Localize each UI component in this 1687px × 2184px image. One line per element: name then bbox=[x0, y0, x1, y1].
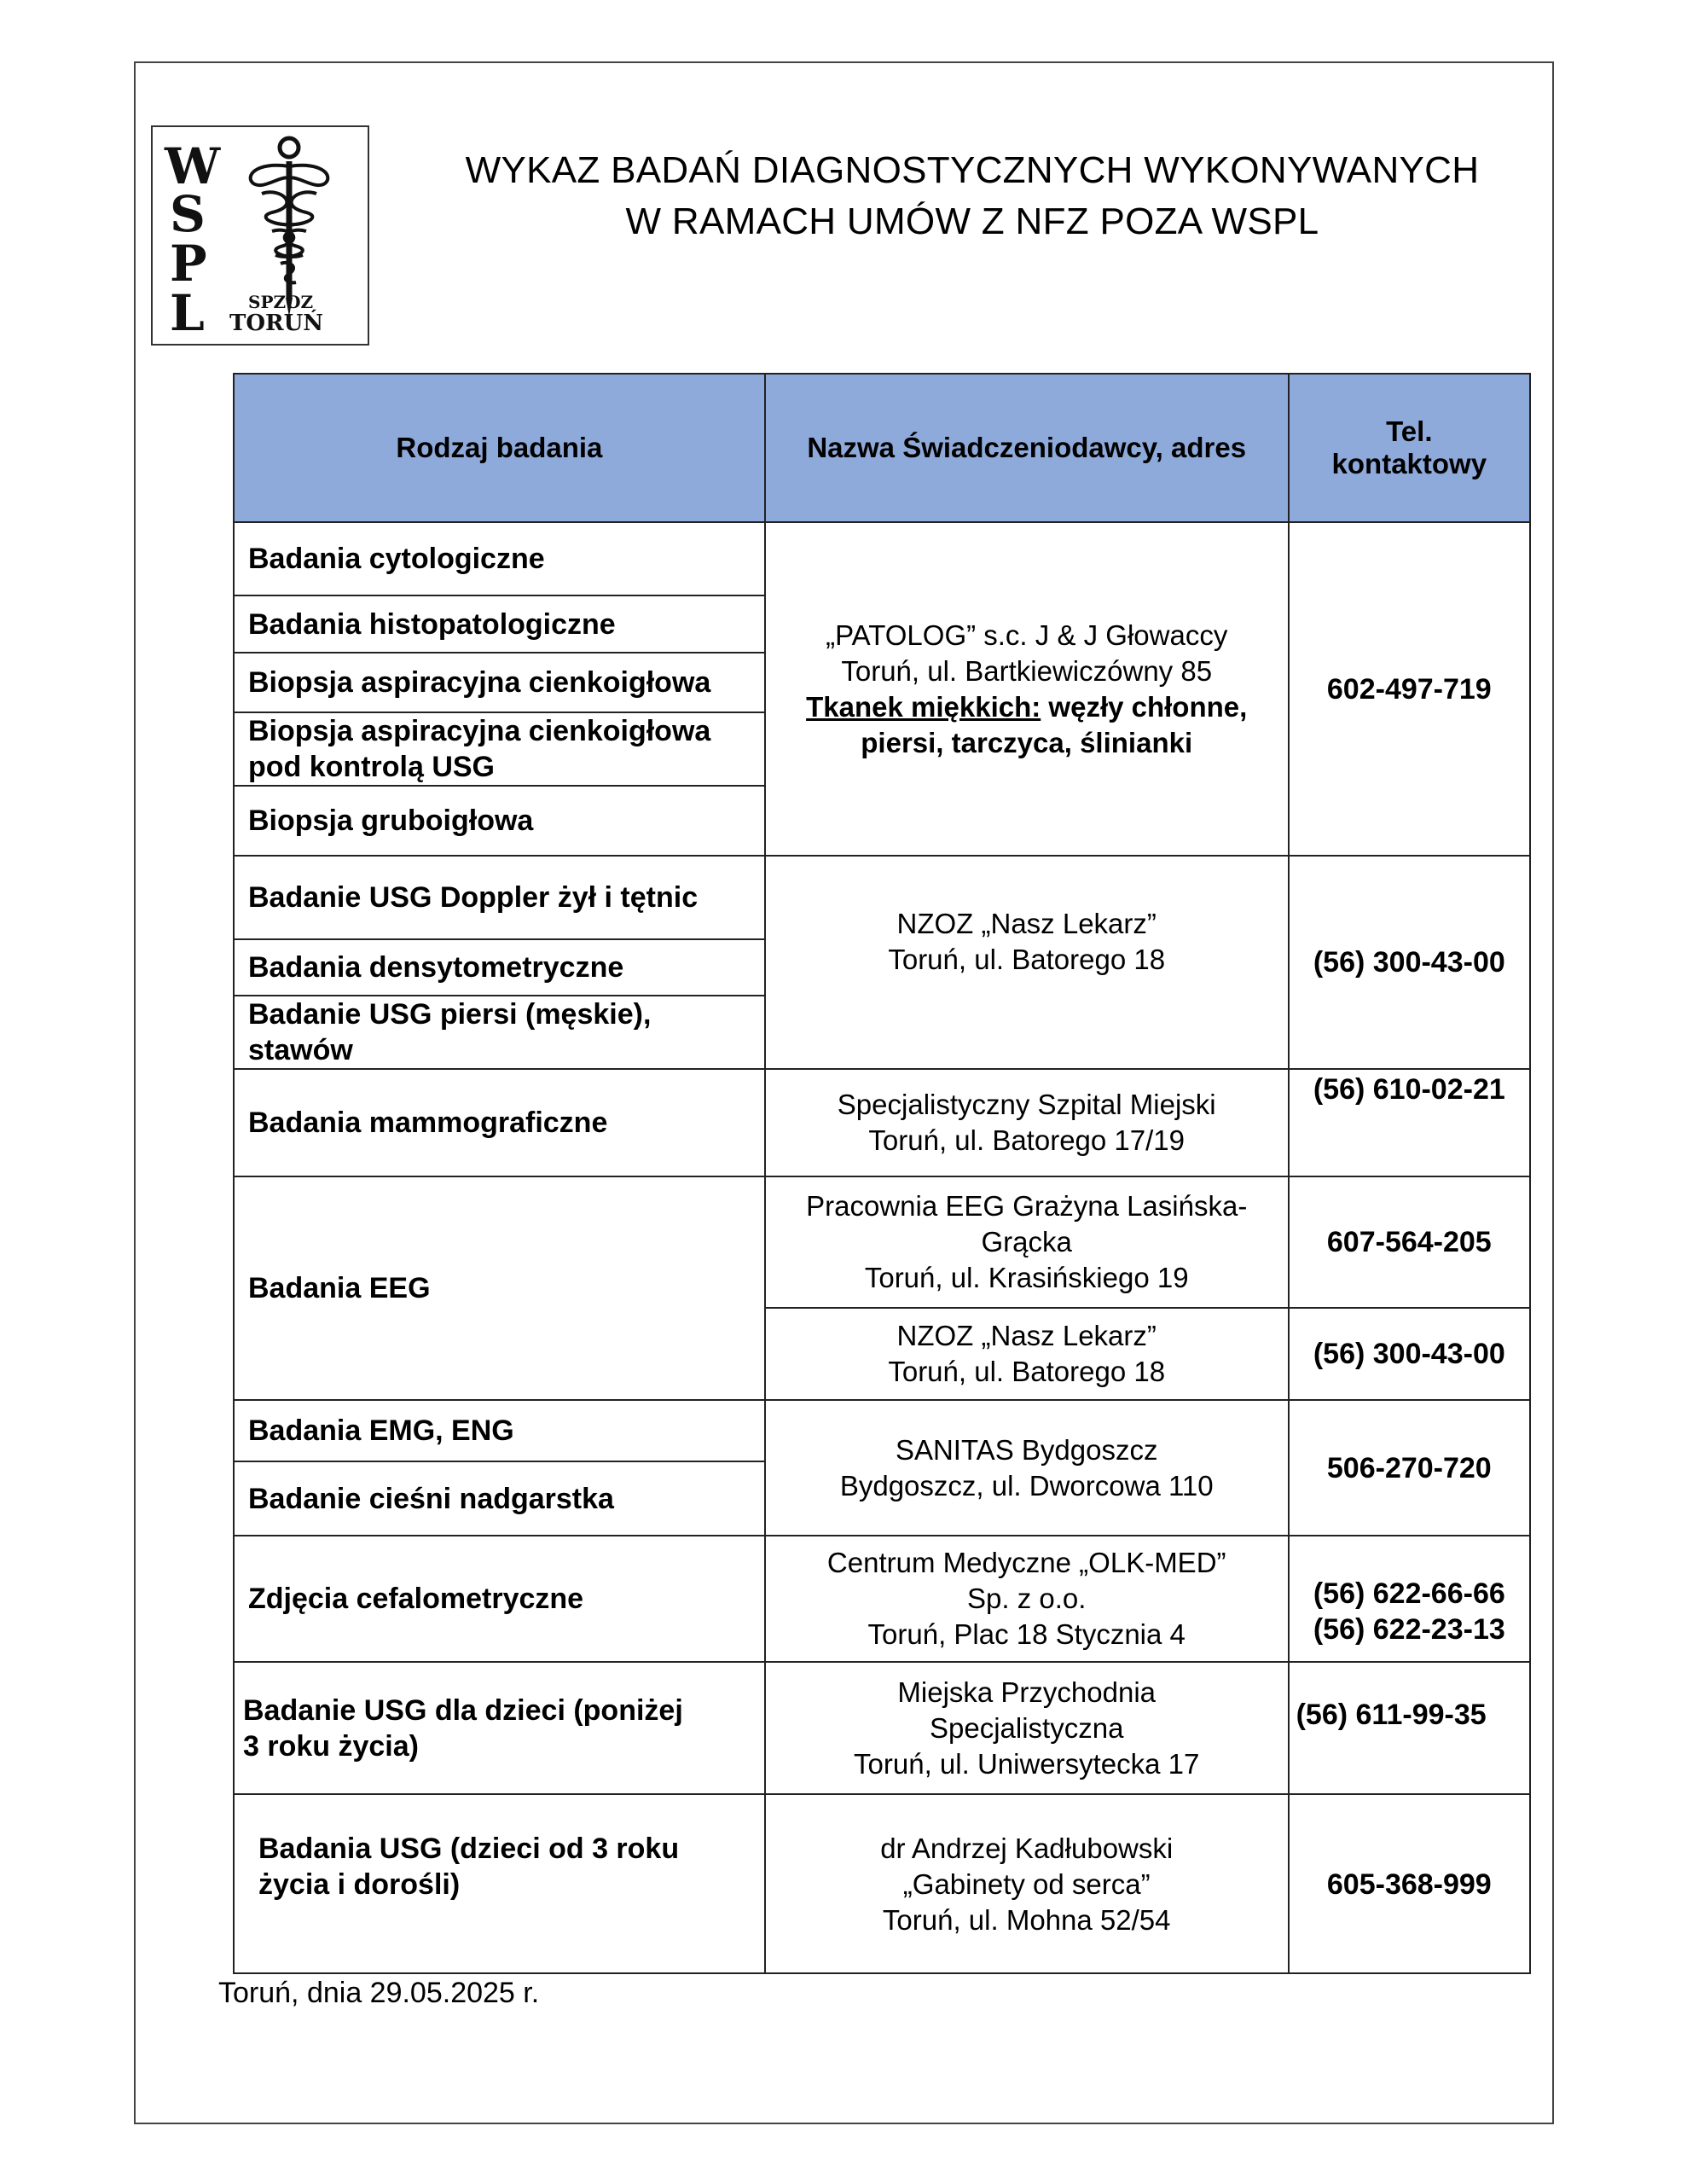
exam-cell: Badania mammograficzne bbox=[234, 1069, 765, 1176]
logo-letter-w: W bbox=[165, 137, 221, 195]
tel-cell: 607-564-205 bbox=[1289, 1176, 1530, 1308]
caduceus-logo-icon bbox=[153, 127, 368, 344]
tel-cell: (56) 610-02-21 bbox=[1289, 1069, 1530, 1176]
header-exam: Rodzaj badania bbox=[234, 374, 765, 522]
tel-cell: 605-368-999 bbox=[1289, 1794, 1530, 1973]
provider-address: Toruń, ul. Krasińskiego 19 bbox=[864, 1262, 1189, 1293]
provider-address: Toruń, ul. Bartkiewiczówny 85 bbox=[841, 654, 1213, 687]
table-row bbox=[234, 1176, 1530, 1308]
exam-cell bbox=[234, 1662, 765, 1794]
exam-cell: Biopsja gruboigłowa bbox=[234, 786, 765, 856]
header-tel-line-2: kontaktowy bbox=[1331, 448, 1487, 479]
exam-cell bbox=[234, 712, 765, 786]
provider-note-line-2: piersi, tarczyca, ślinianki bbox=[861, 726, 1193, 758]
exam-cell: Badania histopatologiczne bbox=[234, 595, 765, 653]
provider-name-line-1: Miejska Przychodnia bbox=[897, 1676, 1157, 1708]
exam-line-2: pod kontrolą USG bbox=[248, 751, 495, 783]
logo-org: SPZOZ bbox=[248, 292, 314, 312]
provider-name: SANITAS Bydgoszcz bbox=[895, 1433, 1158, 1466]
exam-line-1: Badanie USG piersi (męskie), bbox=[248, 998, 652, 1031]
provider-address: Bydgoszcz, ul. Dworcowa 110 bbox=[839, 1469, 1214, 1502]
provider-note bbox=[766, 689, 1288, 725]
footer-date: Toruń, dnia 29.05.2025 r. bbox=[218, 1977, 540, 2009]
tel-cell: 602-497-719 bbox=[1289, 522, 1530, 856]
provider-name-line-2: „Gabinety od serca” bbox=[902, 1868, 1151, 1900]
exam-line-1: Biopsja aspiracyjna cienkoigłowa bbox=[248, 715, 711, 747]
tel-cell: (56) 300-43-00 bbox=[1289, 856, 1530, 1069]
provider-name: NZOZ „Nasz Lekarz” bbox=[896, 1320, 1157, 1351]
logo-letter-s: S bbox=[170, 185, 206, 243]
exam-line-1: Badanie USG dla dzieci (poniżej bbox=[243, 1693, 683, 1727]
header-tel bbox=[1289, 374, 1530, 522]
logo-letter-p: P bbox=[170, 235, 207, 293]
table-row bbox=[234, 1794, 1530, 1973]
exam-cell: Badanie cieśni nadgarstka bbox=[234, 1461, 765, 1536]
logo-letter-l: L bbox=[170, 284, 205, 342]
table-row bbox=[234, 1069, 1530, 1176]
tel-cell: 506-270-720 bbox=[1289, 1400, 1530, 1536]
provider-address: Toruń, ul. Uniwersytecka 17 bbox=[854, 1747, 1200, 1780]
table-row bbox=[234, 856, 1530, 939]
provider-name-line-2: Sp. z o.o. bbox=[967, 1583, 1087, 1614]
exam-cell: Badania densytometryczne bbox=[234, 939, 765, 996]
provider-address: Toruń, ul. Batorego 18 bbox=[888, 1356, 1166, 1387]
exam-cell: Biopsja aspiracyjna cienkoigłowa bbox=[234, 653, 765, 712]
logo-city: TORUŃ bbox=[229, 311, 324, 336]
table-row bbox=[234, 1536, 1530, 1662]
provider-cell bbox=[765, 522, 1289, 856]
header-tel-line-1: Tel. bbox=[1386, 415, 1433, 447]
provider-address: Toruń, ul. Mohna 52/54 bbox=[882, 1904, 1171, 1936]
provider-name: „PATOLOG” s.c. J & J Głowaccy bbox=[826, 619, 1228, 651]
exam-line-2: stawów bbox=[248, 1034, 353, 1066]
table-row bbox=[234, 1662, 1530, 1794]
provider-note-rest: węzły chłonne, bbox=[1041, 690, 1248, 723]
provider-cell bbox=[765, 856, 1289, 1069]
page-title bbox=[392, 145, 1552, 247]
provider-cell bbox=[765, 1662, 1289, 1794]
tel-cell: (56) 300-43-00 bbox=[1289, 1308, 1530, 1400]
provider-cell bbox=[765, 1069, 1289, 1176]
tel-cell bbox=[1289, 1536, 1530, 1662]
exam-cell bbox=[234, 1794, 765, 1973]
table-row bbox=[234, 1400, 1530, 1461]
title-line-2: W RAMACH UMÓW Z NFZ POZA WSPL bbox=[625, 200, 1319, 242]
provider-cell bbox=[765, 1536, 1289, 1662]
provider-name-line-1: dr Andrzej Kadłubowski bbox=[880, 1833, 1174, 1864]
provider-cell bbox=[765, 1794, 1289, 1973]
provider-cell bbox=[765, 1308, 1289, 1400]
exam-cell: Badanie USG Doppler żył i tętnic bbox=[234, 856, 765, 939]
exam-cell: Badania EEG bbox=[234, 1176, 765, 1400]
table-header-row bbox=[234, 374, 1530, 522]
provider-name-line-2: Specjalistyczna bbox=[929, 1711, 1124, 1744]
provider-name-line-1: Centrum Medyczne „OLK-MED” bbox=[826, 1547, 1226, 1578]
provider-address: Toruń, Plac 18 Stycznia 4 bbox=[867, 1618, 1186, 1650]
provider-name-line-1: Pracownia EEG Grażyna Lasińska- bbox=[806, 1190, 1248, 1222]
exam-line-2: 3 roku życia) bbox=[243, 1729, 419, 1763]
provider-note-label: Tkanek miękkich: bbox=[806, 690, 1041, 723]
tel-line-1: (56) 622-66-66 bbox=[1313, 1577, 1505, 1610]
provider-name: Specjalistyczny Szpital Miejski bbox=[837, 1089, 1216, 1120]
exam-line-1: Badania USG (dzieci od 3 roku bbox=[258, 1833, 680, 1865]
provider-cell bbox=[765, 1176, 1289, 1308]
exam-cell: Badania cytologiczne bbox=[234, 522, 765, 595]
wspl-logo bbox=[151, 125, 369, 346]
provider-cell bbox=[765, 1400, 1289, 1536]
provider-address: Toruń, ul. Batorego 17/19 bbox=[868, 1124, 1185, 1156]
header-provider: Nazwa Świadczeniodawcy, adres bbox=[765, 374, 1289, 522]
tel-cell: (56) 611-99-35 bbox=[1289, 1662, 1530, 1794]
table-row bbox=[234, 522, 1530, 595]
diagnostics-table bbox=[233, 373, 1531, 1974]
provider-address: Toruń, ul. Batorego 18 bbox=[888, 944, 1166, 975]
tel-line-2: (56) 622-23-13 bbox=[1313, 1613, 1505, 1646]
exam-cell: Badania EMG, ENG bbox=[234, 1400, 765, 1461]
exam-cell: Zdjęcia cefalometryczne bbox=[234, 1536, 765, 1662]
exam-line-2: życia i dorośli) bbox=[258, 1868, 461, 1901]
provider-name-line-2: Grącka bbox=[981, 1226, 1072, 1258]
title-line-1: WYKAZ BADAŃ DIAGNOSTYCZNYCH WYKONYWANYCH bbox=[465, 149, 1480, 191]
provider-name: NZOZ „Nasz Lekarz” bbox=[896, 908, 1157, 939]
exam-cell bbox=[234, 996, 765, 1069]
